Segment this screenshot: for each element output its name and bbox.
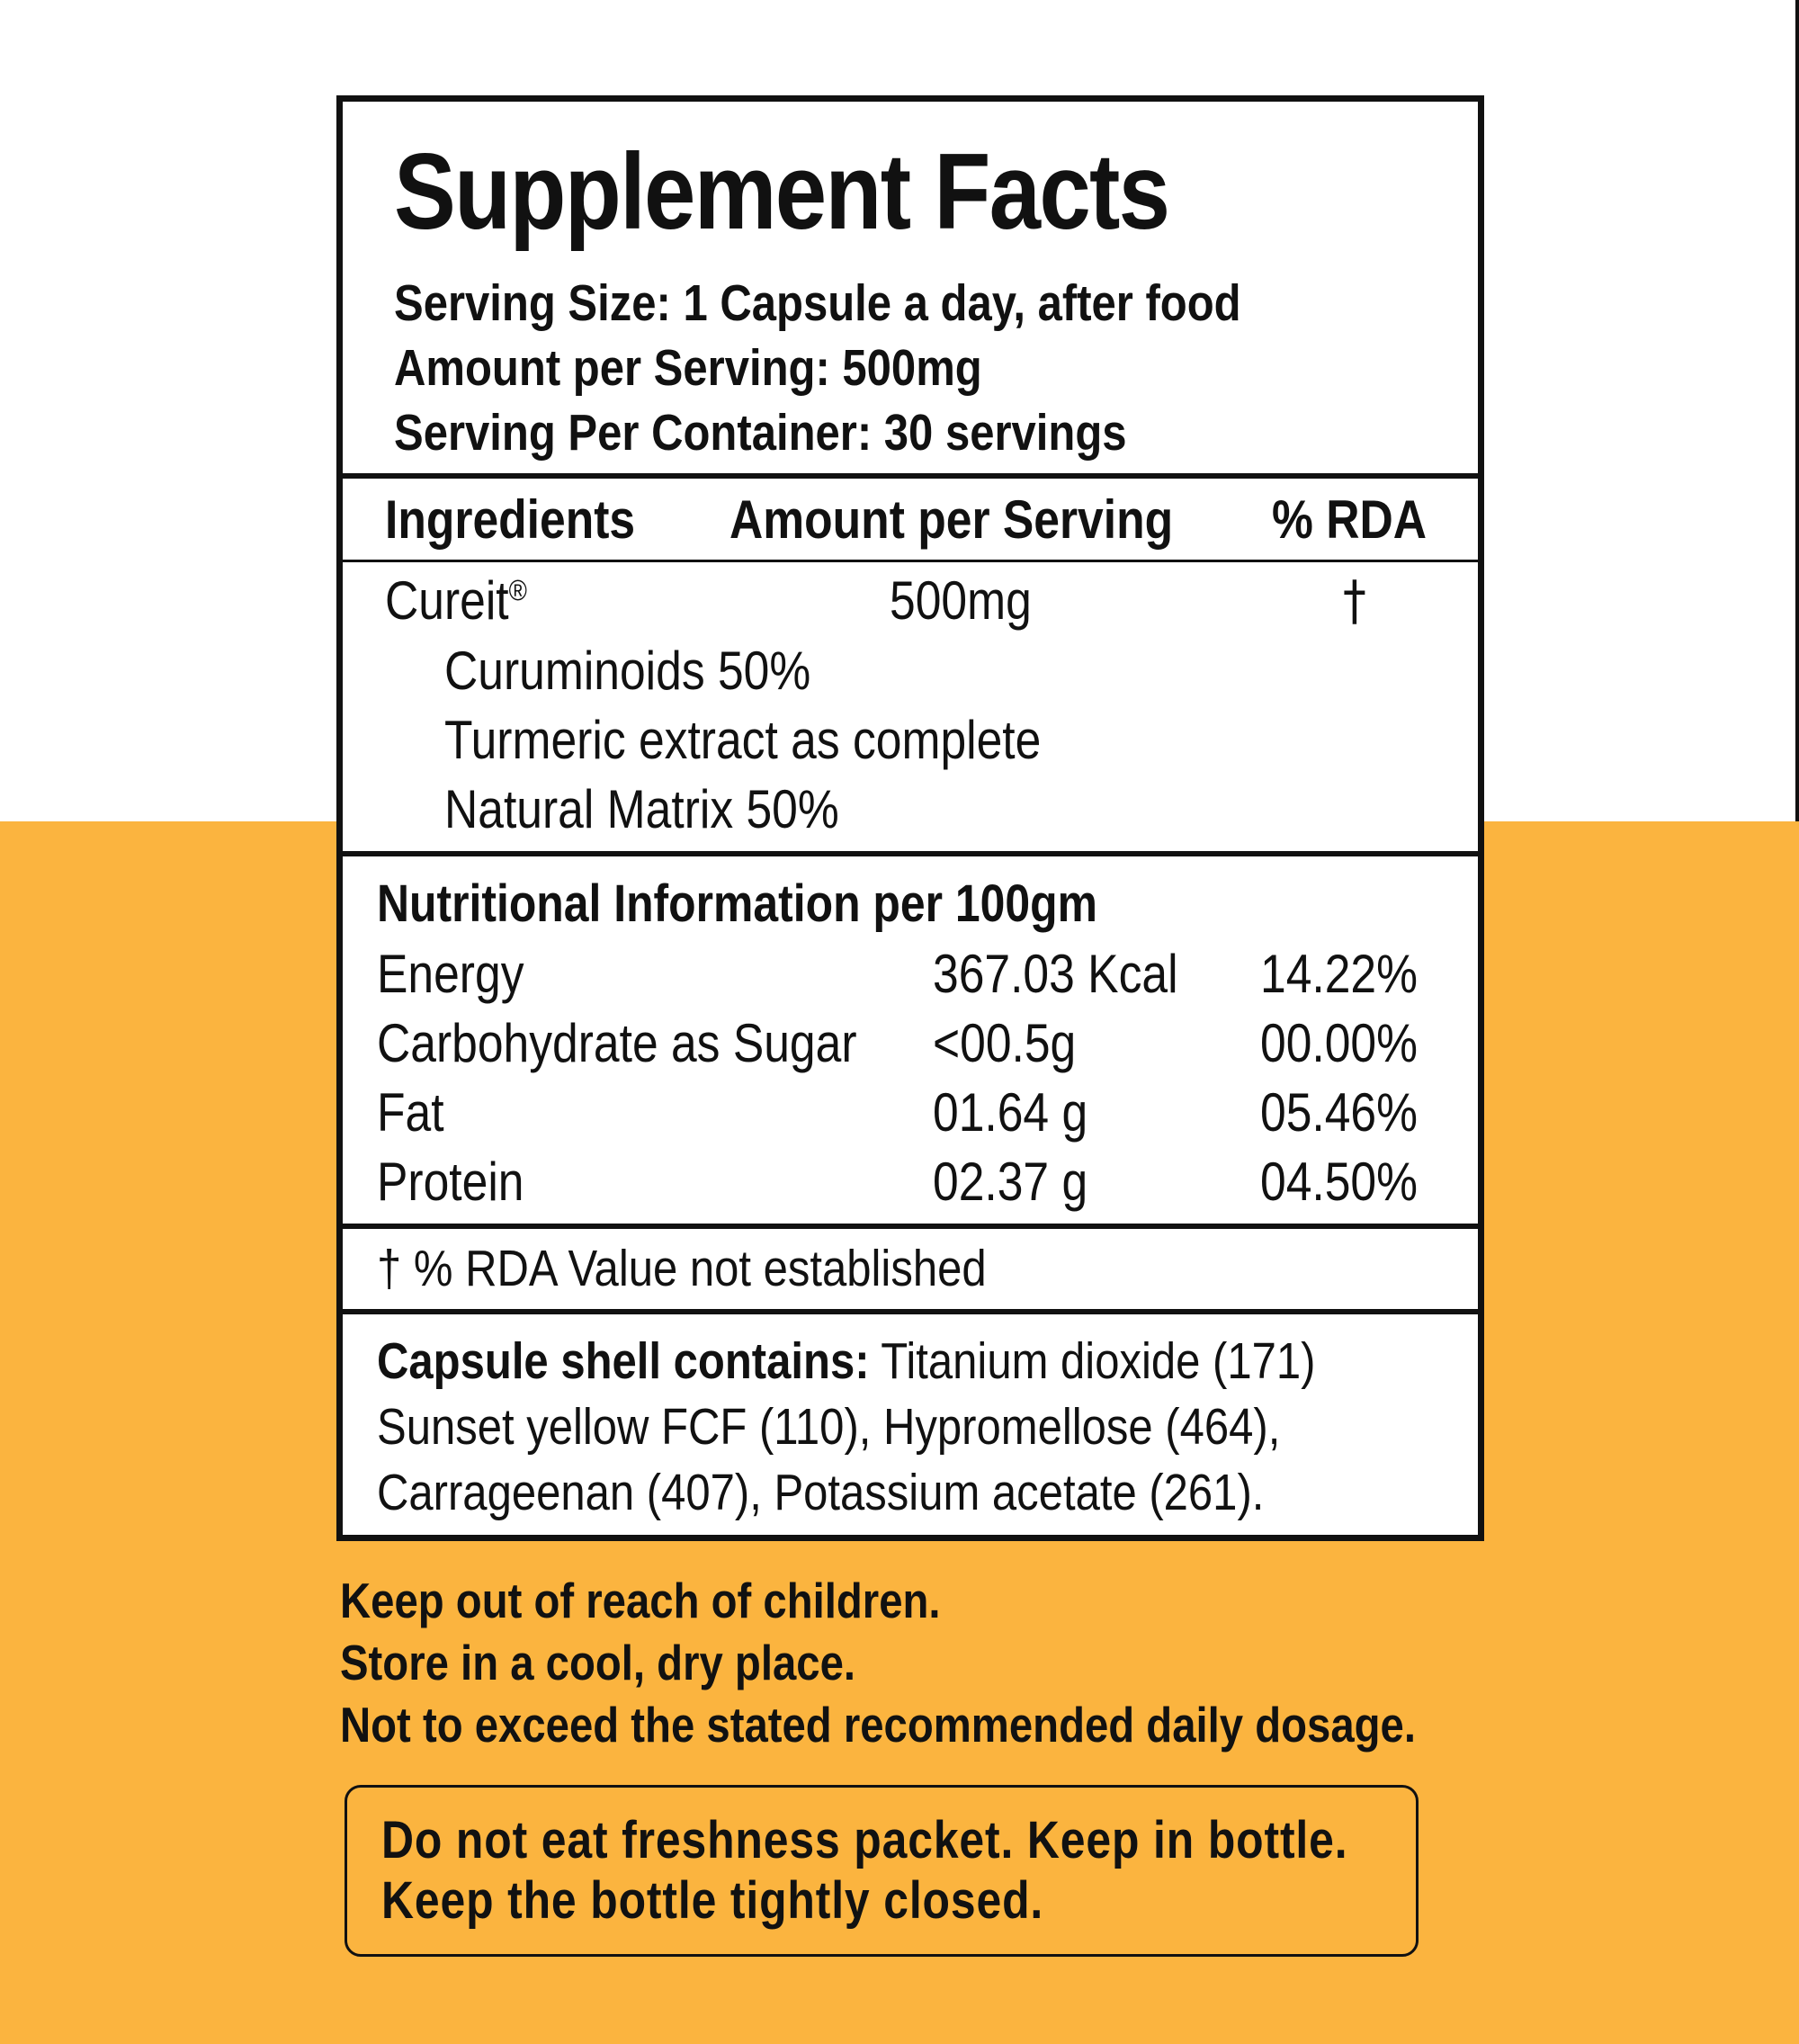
nutrition-name: Energy [377,944,524,1004]
supplement-facts-panel [336,95,1484,1541]
warning-line: Store in a cool, dry place. [340,1635,856,1690]
panel-title: Supplement Facts [394,131,1169,252]
nutrition-rda: 05.46% [1260,1082,1419,1143]
capsule-line-3: Carrageenan (407), Potassium acetate (261). [377,1464,1265,1521]
rda-footnote: † % RDA Value not established [377,1240,987,1297]
packet-line: Keep the bottle tightly closed. [381,1871,1044,1930]
packet-line: Do not eat freshness packet. Keep in bottle. [381,1811,1348,1869]
nutrition-rda: 04.50% [1260,1152,1419,1212]
divider-footnote [343,1224,1478,1229]
header-ingredients: Ingredients [385,489,636,550]
capsule-label: Capsule shell contains: [377,1332,870,1390]
serving-size: Serving Size: 1 Capsule a day, after food [394,274,1241,332]
ingredient-cureit: Cureit [385,570,509,631]
servings-per-container: Serving Per Container: 30 servings [394,404,1127,462]
divider-top [343,473,1478,479]
edge-line [1795,0,1799,821]
amount-per-serving: Amount per Serving: 500mg [394,339,982,397]
ingredient-name [385,570,527,631]
nutrition-name: Carbohydrate as Sugar [377,1013,857,1073]
divider-capsule [343,1309,1478,1314]
nutrition-name: Protein [377,1152,524,1212]
capsule-line-2: Sunset yellow FCF (110), Hypromellose (464), [377,1398,1281,1456]
ingredient-sub-line: Curuminoids 50% [444,641,811,701]
header-amount: Amount per Serving [729,489,1174,550]
nutrition-rda: 00.00% [1260,1013,1419,1073]
nutrition-name: Fat [377,1082,444,1143]
nutrition-amount: 02.37 g [933,1152,1088,1212]
nutrition-rda: 14.22% [1260,944,1419,1004]
ingredient-amount: 500mg [890,570,1032,631]
nutrition-heading: Nutritional Information per 100gm [377,874,1097,933]
nutrition-amount: 01.64 g [933,1082,1088,1143]
capsule-text: Titanium dioxide (171) [869,1332,1316,1390]
warning-line: Keep out of reach of children. [340,1573,941,1628]
divider-header [343,560,1478,562]
ingredient-rda: † [1343,569,1366,632]
registered-mark: ® [508,574,527,606]
capsule-line-1 [377,1332,1316,1390]
freshness-packet-notice [345,1785,1419,1957]
ingredient-sub-line: Turmeric extract as complete [444,710,1042,770]
header-rda: % RDA [1272,489,1428,550]
nutrition-amount: <00.5g [933,1013,1077,1073]
divider-nutrition [343,851,1478,856]
ingredient-sub-line: Natural Matrix 50% [444,779,839,839]
warning-line: Not to exceed the stated recommended daily dosage. [340,1697,1416,1753]
nutrition-amount: 367.03 Kcal [933,944,1178,1004]
